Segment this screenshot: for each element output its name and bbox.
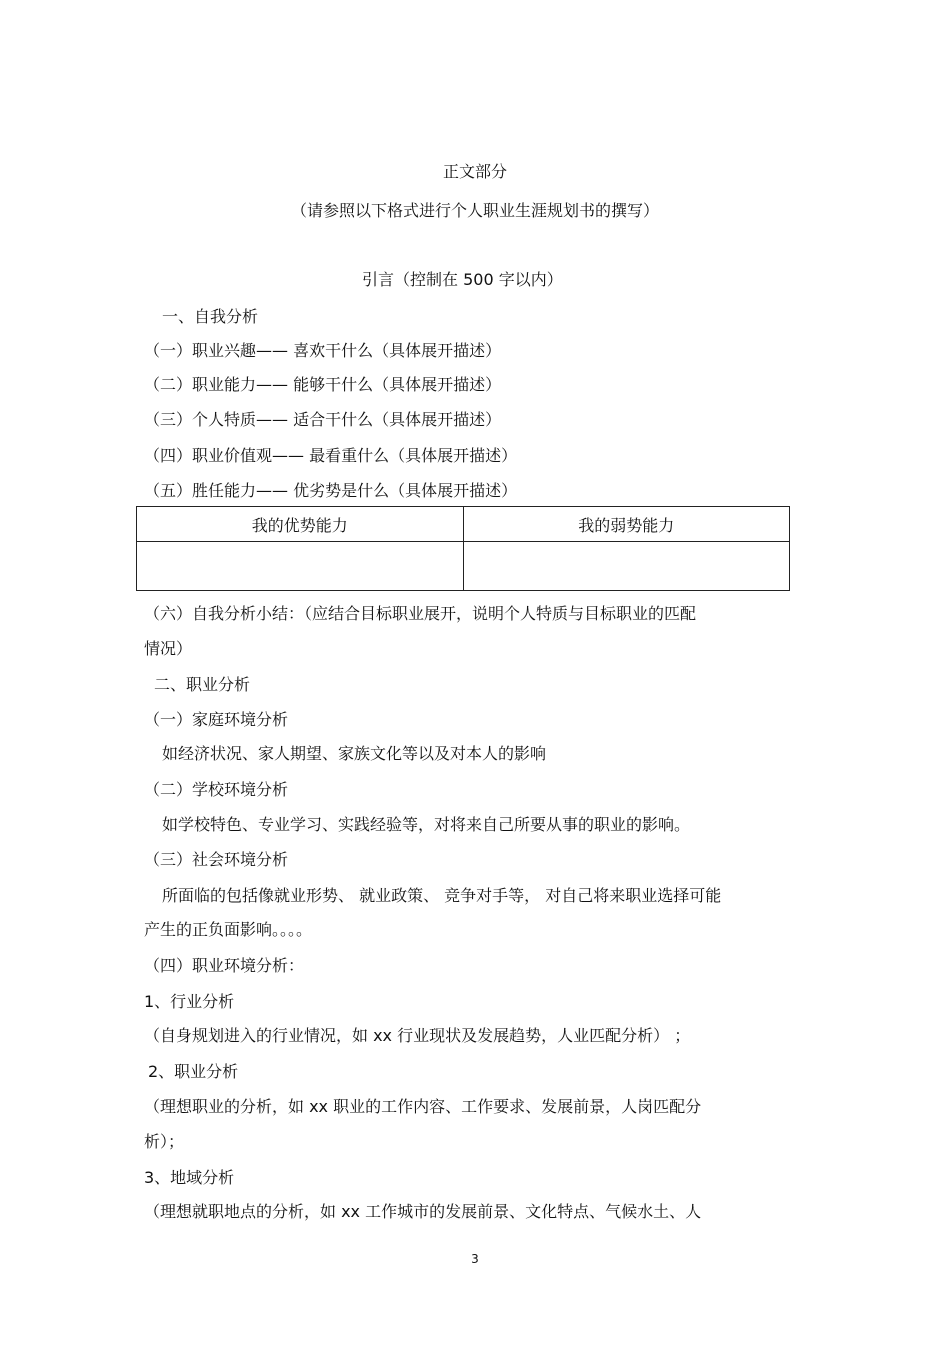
social-environment-desc: 所面临的包括像就业形势、 就业政策、 竞争对手等， 对自己将来职业选择可能	[162, 886, 722, 905]
section-heading-career-analysis: 二、职业分析	[154, 675, 251, 694]
industry-analysis-desc: （自身规划进入的行业情况，如 xx 行业现状及发展趋势，人业匹配分析） ；	[144, 1026, 691, 1045]
item-personal-traits: （三）个人特质—— 适合干什么（具体展开描述）	[144, 410, 502, 429]
table-cell-strengths	[137, 542, 464, 591]
page-subtitle: （请参照以下格式进行个人职业生涯规划书的撰写）	[290, 201, 659, 220]
item-career-environment: （四）职业环境分析：	[144, 956, 305, 975]
region-analysis-desc: （理想就职地点的分析，如 xx 工作城市的发展前景、文化特点、气候水土、人	[144, 1202, 702, 1221]
item-social-environment: （三）社会环境分析	[144, 850, 289, 869]
school-environment-desc: 如学校特色、专业学习、实践经验等，对将来自己所要从事的职业的影响。	[162, 815, 691, 834]
table-header-weaknesses: 我的弱势能力	[463, 507, 790, 542]
family-environment-desc: 如经济状况、家人期望、家族文化等以及对本人的影响	[162, 744, 547, 763]
subitem-occupation-analysis: 2、职业分析	[148, 1062, 239, 1081]
section-heading-self-analysis: 一、自我分析	[162, 307, 259, 326]
item-career-ability: （二）职业能力—— 能够干什么（具体展开描述）	[144, 375, 502, 394]
subitem-industry-analysis: 1、行业分析	[144, 992, 235, 1011]
item-self-analysis-summary: （六）自我分析小结：（应结合目标职业展开，说明个人特质与目标职业的匹配	[144, 604, 697, 623]
subitem-region-analysis: 3、地域分析	[144, 1168, 235, 1187]
social-environment-desc-cont: 产生的正负面影响。。。。	[144, 920, 313, 939]
page-title: 正文部分	[442, 162, 507, 181]
item-competency: （五）胜任能力—— 优劣势是什么（具体展开描述）	[144, 481, 518, 500]
item-career-values: （四）职业价值观—— 最看重什么（具体展开描述）	[144, 446, 518, 465]
table-header-strengths: 我的优势能力	[137, 507, 464, 542]
occupation-analysis-desc-cont: 析）；	[144, 1132, 185, 1151]
item-career-interest: （一）职业兴趣—— 喜欢干什么（具体展开描述）	[144, 341, 502, 360]
item-family-environment: （一）家庭环境分析	[144, 710, 289, 729]
strengths-weaknesses-table	[136, 506, 790, 591]
intro-heading: 引言（控制在 500 字以内）	[362, 270, 563, 289]
occupation-analysis-desc: （理想职业的分析，如 xx 职业的工作内容、工作要求、发展前景，人岗匹配分	[144, 1097, 702, 1116]
item-self-analysis-summary-cont: 情况）	[144, 639, 193, 658]
page-number: 3	[471, 1252, 479, 1266]
table-cell-weaknesses	[463, 542, 790, 591]
item-school-environment: （二）学校环境分析	[144, 780, 289, 799]
